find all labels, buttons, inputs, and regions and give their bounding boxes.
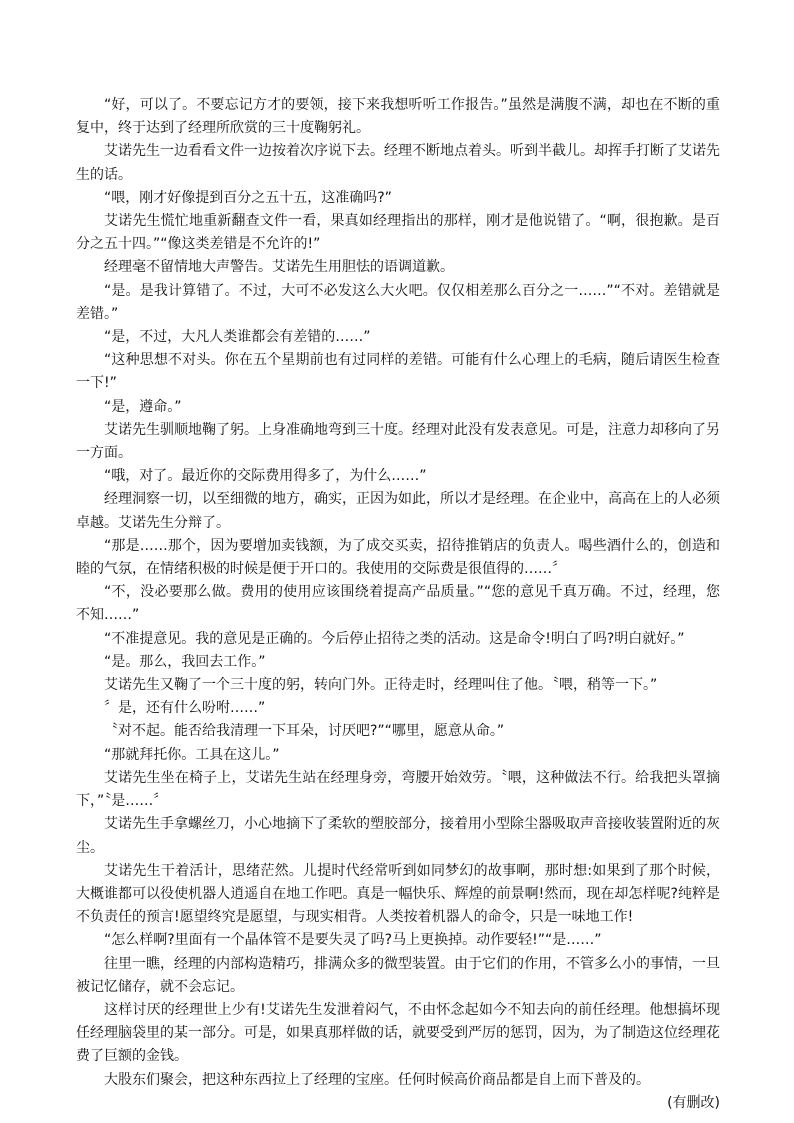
paragraph: “那是……那个，因为要增加卖钱额，为了成交买卖，招待推销店的负责人。喝些酒什么的，创造和睦的气氛，在情绪积极的时候是便于开口的。我使用的交际费是很值得的……〞 [76, 537, 720, 578]
paragraph: 往里一瞧，经理的内部构造精巧，排满众多的微型装置。由于它们的作用，不管多么小的事情，一旦被记忆储存，就不会忘记。 [76, 955, 720, 995]
paragraph: “是，遵命。” [104, 398, 182, 415]
paragraph: 艾诺先生驯顺地鞠了躬。上身准确地弯到三十度。经理对此没有发表意见。可是，注意力却移向了另一方面。 [76, 421, 720, 462]
paragraph: 艾诺先生慌忙地重新翻查文件一看，果真如经理指出的那样，刚才是他说错了。“啊，很抱歉。是百分之五十四。”“像这类差错是不允许的!” [76, 213, 720, 253]
paragraph: “这种思想不对头。你在五个星期前也有过同样的差错。可能有什么心理上的毛病，随后请医生检查一下!” [76, 352, 720, 392]
paragraph: 艾诺先生又鞠了一个三十度的躬，转向门外。正待走时，经理叫住了他。〝喂，稍等一下。” [104, 677, 658, 694]
paragraph: “是，不过，大凡人类谁都会有差错的……” [104, 329, 371, 346]
paragraph: “那就拜托你。工具在这儿。” [104, 746, 280, 763]
paragraph: “是。是我计算错了。不过，大可不必发这么大火吧。仅仅相差那么百分之一……”“不对。差错就是差错。” [76, 282, 720, 322]
paragraph: 经理洞察一切，以至细微的地方，确实，正因为如此，所以才是经理。在企业中，高高在上的人必须卓越。艾诺先生分辩了。 [76, 491, 720, 531]
paragraph: “不准提意见。我的意见是正确的。今后停止招待之类的活动。这是命令!明白了吗?明白就好。” [104, 630, 685, 647]
paragraph: 〞是，还有什么吩咐……” [104, 700, 266, 717]
paragraph: “好，可以了。不要忘记方才的要领，接下来我想听听工作报告。”虽然是满腹不满，却也在不断的重复中，终于达到了经理所欣赏的三十度鞠躬礼。 [76, 97, 720, 137]
paragraph: 〝对不起。能否给我清理一下耳朵，讨厌吧?”“哪里，愿意从命。” [104, 723, 505, 740]
paragraph: 这样讨厌的经理世上少有!艾诺先生发泄着闷气，不由怀念起如今不知去向的前任经理。他想搞坏现任经理脑袋里的某一部分。可是，如果真那样做的话，就要受到严厉的惩罚，因为，为了制造这位经理花费了巨额的金钱。 [76, 1001, 720, 1065]
paragraph: “哦，对了。最近你的交际费用得多了，为什么……” [104, 468, 427, 485]
paragraph: 艾诺先生手拿螺丝刀，小心地摘下了柔软的塑胶部分，接着用小型除尘器吸取声音接收装置附近的灰尘。 [76, 816, 720, 856]
paragraph: 艾诺先生坐在椅子上，艾诺先生站在经理身旁，弯腰开始效劳。〝喂，这种做法不行。给我把头罩摘下，”〝是……〞 [76, 769, 720, 810]
paragraph: “是。那么，我回去工作。” [104, 653, 266, 670]
paragraph: 大股东们聚会，把这种东西拉上了经理的宝座。任何时候高价商品都是自上而下普及的。 [104, 1071, 650, 1088]
paragraph: 艾诺先生一边看看文件一边按着次序说下去。经理不断地点着头。听到半截儿。却挥手打断了艾诺先生的话。 [76, 143, 720, 183]
paragraph: “不，没必要那么做。费用的使用应该围绕着提高产品质量。”“您的意见千真万确。不过，经理，您不知……” [76, 584, 720, 624]
story-text [76, 94, 720, 1115]
paragraph: 经理毫不留情地大声警告。艾诺先生用胆怯的语调道歉。 [104, 259, 454, 276]
source-note: (有删改) [667, 1094, 720, 1111]
paragraph: 艾诺先生干着活计，思绪茫然。儿提时代经常听到如同梦幻的故事啊，那时想:如果到了那个时候，大概谁都可以役使机器人逍遥自在地工作吧。真是一幅快乐、辉煌的前景啊!然而，现在却怎样呢?纯粹是不负责任的预言!愿望终究是愿望，与现实相背。人类按着机器人的命令，只是一味地工作! [76, 862, 720, 926]
paragraph: “喂，刚才好像提到百分之五十五，这准确吗?” [104, 189, 392, 206]
paragraph: “怎么样啊?里面有一个晶体管不是要失灵了吗?马上更换掉。动作要轻!”“是……” [104, 932, 602, 949]
